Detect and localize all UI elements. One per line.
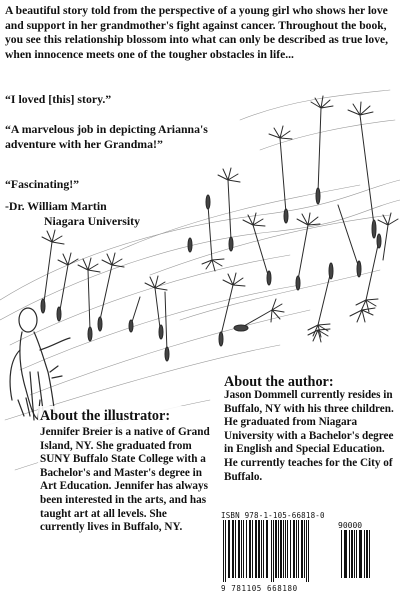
barcode-bar [249,520,251,578]
barcode-bar [241,520,242,578]
illustrator-bio: Jennifer Breier is a native of Grand Island, NY. She graduated from SUNY Buffalo State College with a Bachelor's and Master's degree in Art Education. Jennifer has always been interested in the arts, and has taught art at all levels. She currently lives in Buffalo, NY. [40,426,210,534]
barcode-bar [366,530,368,578]
barcode-bar [293,520,295,578]
barcode-bar [369,530,370,578]
author-bio: Jason Dommell currently resides in Buffalo, NY with his three children. He graduated from Niagara University with a Bachelor's degree in English and Special Education. He currently teaches for the City of Buffalo. [224,389,394,483]
barcode-bar [278,520,279,578]
barcode-bar [359,530,361,578]
barcode-bar [252,520,253,578]
barcode-bar [296,520,297,578]
barcode-bar [225,520,226,582]
barcode-bar [361,530,362,578]
isbn-label: ISBN 978-1-105-66818-0 [221,511,325,520]
barcode-digits: 9 781105 668180 [221,584,298,593]
barcode-bar [290,520,291,578]
barcode-bar [238,520,240,578]
review-quote-2: “A marvelous job in depicting Arianna's adventure with her Grandma!” [5,122,208,151]
barcode-bar [280,520,282,578]
barcode-bar [308,520,309,582]
barcode-bar [246,520,247,578]
barcode-bar [275,520,277,578]
barcode-bar [285,520,286,578]
barcode-bar [223,520,224,582]
barcode-bar [344,530,346,578]
barcode-bar [273,520,274,582]
author-heading: About the author: [224,374,334,390]
back-cover-blurb: A beautiful story told from the perspective of a young girl who shows her love and support in her grandmother's fight against cancer. Throughout the book, you see this relationship blossom into what can only be described as true love, when innocence meets one of the tougher obstacles in life... [5,4,389,61]
barcode-bar [298,520,299,578]
reviewer-affiliation: Niagara University [44,214,140,228]
barcode-bar [354,530,355,578]
barcode [221,520,371,584]
barcode-bar [243,520,244,578]
review-quote-3: “Fascinating!” [5,177,80,191]
barcode-bar [346,530,347,578]
barcode-bar [232,520,234,578]
barcode-bar [266,520,268,578]
barcode-bar [255,520,257,578]
review-quote-1: “I loved [this] story.” [5,92,112,106]
barcode-bar [228,520,230,578]
barcode-bar [287,520,288,578]
barcode-bar [261,520,262,578]
reviewer-name: -Dr. William Martin [5,199,107,213]
barcode-bar [263,520,264,578]
barcode-bar [364,530,365,578]
barcode-bar [351,530,353,578]
barcode-bar [304,520,305,578]
barcode-bar [283,520,284,578]
barcode-bar [306,520,307,582]
barcode-price-code: 90000 [338,521,363,530]
barcode-bar [356,530,357,578]
barcode-bar [341,530,342,578]
review-attribution [5,199,225,229]
barcode-bar [258,520,260,578]
barcode-bar [271,520,272,582]
illustrator-heading: About the illustrator: [40,408,171,424]
barcode-bar [235,520,236,578]
barcode-bar [301,520,303,578]
barcode-bar [349,530,350,578]
